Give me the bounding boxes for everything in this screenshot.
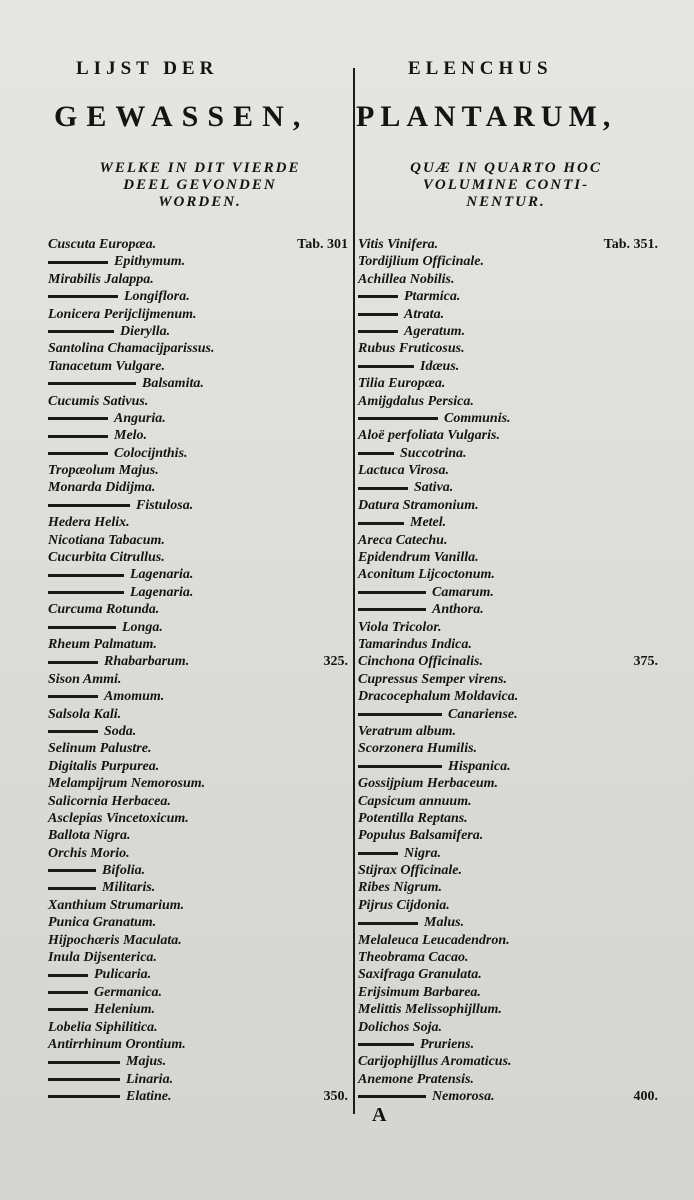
plant-entry bbox=[48, 949, 348, 966]
ditto-dash bbox=[358, 295, 398, 298]
plant-name: Militaris. bbox=[102, 880, 156, 896]
plant-name: Nicotiana Tabacum. bbox=[48, 532, 165, 548]
plant-name: Majus. bbox=[126, 1054, 167, 1070]
plant-entry bbox=[358, 688, 658, 705]
plant-entry bbox=[48, 827, 348, 844]
ditto-dash bbox=[48, 452, 108, 455]
plant-entry bbox=[48, 793, 348, 810]
plant-name: Balsamita. bbox=[142, 376, 204, 392]
plant-name: Tordijlium Officinale. bbox=[358, 254, 485, 270]
plant-name: Melaleuca Leucadendron. bbox=[358, 932, 510, 948]
ditto-dash bbox=[48, 574, 124, 577]
plant-entry bbox=[48, 479, 348, 496]
plant-name: Anthora. bbox=[432, 602, 484, 618]
right-plant-list bbox=[358, 236, 658, 1106]
plant-entry bbox=[48, 1053, 348, 1070]
plate-number: 325. bbox=[323, 654, 348, 670]
plant-name: Theobrama Cacao. bbox=[358, 950, 469, 966]
plant-entry bbox=[358, 740, 658, 757]
ditto-dash bbox=[48, 974, 88, 977]
ditto-dash bbox=[48, 261, 108, 264]
plant-name: Salicornia Herbacea. bbox=[48, 793, 171, 809]
plant-entry bbox=[48, 323, 348, 340]
ditto-dash bbox=[358, 417, 438, 420]
plant-name: Curcuma Rotunda. bbox=[48, 602, 160, 618]
plant-name: Hispanica. bbox=[448, 758, 511, 774]
ditto-dash bbox=[48, 295, 118, 298]
plant-entry bbox=[48, 932, 348, 949]
ditto-dash bbox=[48, 626, 116, 629]
plant-entry bbox=[48, 879, 348, 896]
plant-entry bbox=[48, 288, 348, 305]
plant-entry bbox=[358, 340, 658, 357]
plant-name: Digitalis Purpurea. bbox=[48, 758, 160, 774]
plant-name: Rhabarbarum. bbox=[104, 654, 190, 670]
plant-entry bbox=[48, 1071, 348, 1088]
plate-number: 350. bbox=[323, 1089, 348, 1105]
left-plant-list bbox=[48, 236, 348, 1106]
plant-entry bbox=[48, 862, 348, 879]
plant-name: Dracocephalum Moldavica. bbox=[358, 689, 519, 705]
plant-name: Malus. bbox=[424, 915, 465, 931]
ditto-dash bbox=[48, 695, 98, 698]
right-title: PLANTARUM, bbox=[356, 100, 617, 133]
plant-entry bbox=[358, 1053, 658, 1070]
ditto-dash bbox=[358, 852, 398, 855]
plant-entry bbox=[358, 601, 658, 618]
plate-number: Tab. 301 bbox=[297, 237, 348, 252]
plant-entry bbox=[358, 914, 658, 931]
plant-name: Ptarmica. bbox=[404, 289, 461, 305]
plant-name: Colocijnthis. bbox=[114, 445, 188, 461]
plant-entry bbox=[48, 897, 348, 914]
ditto-dash bbox=[48, 1078, 120, 1081]
ditto-dash bbox=[48, 991, 88, 994]
ditto-dash bbox=[358, 522, 404, 525]
plant-name: Lactuca Virosa. bbox=[358, 463, 450, 479]
plant-entry bbox=[48, 775, 348, 792]
right-small-heading: ELENCHUS bbox=[408, 58, 553, 79]
ditto-dash bbox=[358, 487, 408, 490]
plant-name: Amijgdalus Persica. bbox=[358, 393, 474, 409]
plant-entry bbox=[48, 671, 348, 688]
ditto-dash bbox=[358, 922, 418, 925]
plant-name: Camarum. bbox=[432, 584, 494, 600]
plant-entry bbox=[48, 410, 348, 427]
plant-name: Amomum. bbox=[104, 689, 165, 705]
left-small-heading: LIJST DER bbox=[76, 58, 219, 79]
plant-name: Melampijrum Nemorosum. bbox=[48, 776, 206, 792]
plant-name: Cucumis Sativus. bbox=[48, 393, 149, 409]
plant-name: Epithymum. bbox=[114, 254, 186, 270]
plant-name: Punica Granatum. bbox=[48, 915, 157, 931]
plant-name: Selinum Palustre. bbox=[48, 741, 152, 757]
ditto-dash bbox=[48, 330, 114, 333]
plant-name: Salsola Kali. bbox=[48, 706, 122, 722]
plant-entry bbox=[48, 462, 348, 479]
plant-name: Pulicaria. bbox=[94, 967, 152, 983]
plant-entry bbox=[358, 566, 658, 583]
plant-name: Scorzonera Humilis. bbox=[358, 741, 478, 757]
plant-name: Lobelia Siphilitica. bbox=[48, 1019, 158, 1035]
plant-entry bbox=[48, 653, 348, 670]
ditto-dash bbox=[358, 452, 394, 455]
plant-name: Cucurbita Citrullus. bbox=[48, 550, 165, 566]
plant-entry bbox=[358, 497, 658, 514]
plant-name: Cinchona Officinalis. bbox=[358, 654, 483, 670]
plant-entry bbox=[358, 271, 658, 288]
plant-name: Anguria. bbox=[114, 410, 166, 426]
plant-name: Vitis Vinifera. bbox=[358, 237, 439, 252]
plant-entry bbox=[358, 723, 658, 740]
plant-entry bbox=[48, 358, 348, 375]
plant-name: Linaria. bbox=[126, 1071, 174, 1087]
plant-entry bbox=[48, 532, 348, 549]
left-subtitle bbox=[52, 160, 348, 211]
plant-entry bbox=[48, 549, 348, 566]
plant-name: Stijrax Officinale. bbox=[358, 863, 462, 879]
plant-name: Carijophijllus Aromaticus. bbox=[358, 1054, 512, 1070]
plant-entry bbox=[358, 845, 658, 862]
plant-entry bbox=[48, 236, 348, 253]
column-divider bbox=[353, 68, 355, 1114]
plant-name: Succotrina. bbox=[400, 445, 467, 461]
plant-name: Ageratum. bbox=[404, 323, 466, 339]
plant-name: Metel. bbox=[410, 515, 447, 531]
plant-name: Elatine. bbox=[126, 1089, 172, 1105]
plant-name: Atrata. bbox=[404, 306, 445, 322]
plant-entry bbox=[358, 375, 658, 392]
plant-entry bbox=[358, 549, 658, 566]
plant-name: Anemone Pratensis. bbox=[358, 1071, 474, 1087]
plant-entry bbox=[48, 688, 348, 705]
plant-name: Canariense. bbox=[448, 706, 518, 722]
plant-name: Pruriens. bbox=[420, 1036, 475, 1052]
plant-entry bbox=[358, 1036, 658, 1053]
plant-entry bbox=[48, 306, 348, 323]
plant-entry bbox=[48, 810, 348, 827]
plant-entry bbox=[358, 862, 658, 879]
plant-name: Antirrhinum Orontium. bbox=[48, 1036, 186, 1052]
plant-name: Nigra. bbox=[404, 845, 441, 861]
ditto-dash bbox=[358, 1043, 414, 1046]
plant-name: Longa. bbox=[122, 619, 163, 635]
plate-number: 400. bbox=[633, 1089, 658, 1105]
plant-entry bbox=[358, 984, 658, 1001]
plant-entry bbox=[48, 966, 348, 983]
plant-name: Melittis Melissophijllum. bbox=[358, 1002, 502, 1018]
plant-name: Tilia Europæa. bbox=[358, 376, 446, 392]
signature-mark: A bbox=[372, 1104, 387, 1126]
plant-name: Epidendrum Vanilla. bbox=[358, 550, 479, 566]
plant-entry bbox=[358, 323, 658, 340]
plant-entry bbox=[358, 810, 658, 827]
plant-name: Hedera Helix. bbox=[48, 515, 130, 531]
plant-entry bbox=[48, 375, 348, 392]
right-subtitle-line: NENTUR. bbox=[466, 194, 546, 210]
plant-entry bbox=[358, 462, 658, 479]
ditto-dash bbox=[358, 330, 398, 333]
plant-name: Tropæolum Majus. bbox=[48, 463, 159, 479]
plant-entry bbox=[48, 984, 348, 1001]
plant-name: Saxifraga Granulata. bbox=[358, 967, 482, 983]
plant-entry bbox=[358, 1088, 658, 1105]
plant-entry bbox=[48, 740, 348, 757]
plant-name: Areca Catechu. bbox=[358, 532, 448, 548]
plant-name: Aloë perfoliata Vulgaris. bbox=[358, 428, 500, 444]
ditto-dash bbox=[48, 417, 108, 420]
plant-entry bbox=[48, 566, 348, 583]
plant-entry bbox=[358, 1071, 658, 1088]
plant-name: Datura Stramonium. bbox=[358, 497, 479, 513]
plant-entry bbox=[358, 427, 658, 444]
ditto-dash bbox=[48, 887, 96, 890]
plant-entry bbox=[358, 584, 658, 601]
plant-name: Inula Dijsenterica. bbox=[48, 950, 157, 966]
ditto-dash bbox=[358, 313, 398, 316]
ditto-dash bbox=[48, 382, 136, 385]
plant-name: Orchis Morio. bbox=[48, 845, 130, 861]
ditto-dash bbox=[48, 591, 124, 594]
plant-entry bbox=[48, 1036, 348, 1053]
plant-entry bbox=[48, 393, 348, 410]
plant-name: Tamarindus Indica. bbox=[358, 636, 472, 652]
plant-entry bbox=[48, 340, 348, 357]
plant-name: Lonicera Perijclijmenum. bbox=[48, 306, 197, 322]
plant-entry bbox=[358, 619, 658, 636]
plant-name: Capsicum annuum. bbox=[358, 793, 472, 809]
plant-name: Ballota Nigra. bbox=[48, 828, 131, 844]
plant-entry bbox=[48, 1019, 348, 1036]
plant-entry bbox=[48, 758, 348, 775]
plant-name: Achillea Nobilis. bbox=[358, 271, 455, 287]
plate-number: Tab. 351. bbox=[603, 237, 658, 252]
plate-number: 375. bbox=[633, 654, 658, 670]
right-subtitle-line: VOLUMINE CONTI- bbox=[422, 177, 590, 193]
plant-entry bbox=[48, 271, 348, 288]
plant-name: Bifolia. bbox=[102, 863, 146, 879]
plant-name: Tanacetum Vulgare. bbox=[48, 358, 165, 374]
plant-entry bbox=[48, 723, 348, 740]
left-title: GEWASSEN, bbox=[54, 100, 310, 133]
plant-name: Viola Tricolor. bbox=[358, 619, 442, 635]
plant-entry bbox=[48, 845, 348, 862]
plant-name: Longiflora. bbox=[124, 289, 190, 305]
plant-entry bbox=[358, 1001, 658, 1018]
plant-name: Rheum Palmatum. bbox=[48, 636, 157, 652]
plant-entry bbox=[48, 601, 348, 618]
ditto-dash bbox=[48, 661, 98, 664]
plant-name: Gossijpium Herbaceum. bbox=[358, 776, 499, 792]
plant-entry bbox=[358, 949, 658, 966]
ditto-dash bbox=[358, 713, 442, 716]
plant-name: Monarda Didijma. bbox=[48, 480, 156, 496]
plant-entry bbox=[358, 532, 658, 549]
plant-entry bbox=[358, 1019, 658, 1036]
plant-name: Pijrus Cijdonia. bbox=[358, 897, 450, 913]
plant-name: Hijpochæris Maculata. bbox=[48, 932, 182, 948]
plant-entry bbox=[358, 236, 658, 253]
plant-entry bbox=[358, 306, 658, 323]
ditto-dash bbox=[358, 608, 426, 611]
plant-entry bbox=[358, 288, 658, 305]
plant-name: Asclepias Vincetoxicum. bbox=[48, 810, 189, 826]
plant-name: Ribes Nigrum. bbox=[358, 880, 443, 896]
plant-name: Nemorosa. bbox=[432, 1089, 495, 1105]
plant-name: Helenium. bbox=[94, 1002, 156, 1018]
plant-entry bbox=[48, 584, 348, 601]
plant-name: Lagenaria. bbox=[130, 567, 194, 583]
plant-entry bbox=[358, 932, 658, 949]
plant-name: Veratrum album. bbox=[358, 723, 457, 739]
plant-entry bbox=[358, 636, 658, 653]
plant-name: Dolichos Soja. bbox=[358, 1019, 443, 1035]
plant-entry bbox=[358, 775, 658, 792]
plant-entry bbox=[48, 706, 348, 723]
plant-entry bbox=[48, 514, 348, 531]
plant-entry bbox=[48, 1001, 348, 1018]
left-subtitle-line: WELKE IN DIT VIERDE bbox=[99, 160, 301, 176]
plant-entry bbox=[358, 445, 658, 462]
plant-entry bbox=[358, 966, 658, 983]
plant-entry bbox=[358, 358, 658, 375]
plant-name: Idæus. bbox=[420, 358, 460, 374]
plant-entry bbox=[48, 914, 348, 931]
plant-entry bbox=[358, 879, 658, 896]
plant-entry bbox=[358, 514, 658, 531]
plant-entry bbox=[358, 671, 658, 688]
plant-name: Melo. bbox=[114, 428, 148, 444]
plant-entry bbox=[48, 1088, 348, 1105]
plant-name: Dierylla. bbox=[120, 323, 171, 339]
plant-name: Sativa. bbox=[414, 480, 454, 496]
plant-entry bbox=[358, 653, 658, 670]
plant-name: Cupressus Semper virens. bbox=[358, 671, 507, 687]
right-subtitle bbox=[366, 160, 646, 211]
plant-entry bbox=[358, 479, 658, 496]
ditto-dash bbox=[48, 730, 98, 733]
plant-entry bbox=[358, 393, 658, 410]
plant-entry bbox=[358, 758, 658, 775]
plant-name: Santolina Chamacijparissus. bbox=[48, 341, 215, 357]
plant-entry bbox=[48, 253, 348, 270]
plant-name: Rubus Fruticosus. bbox=[358, 341, 465, 357]
left-subtitle-line: DEEL GEVONDEN bbox=[123, 177, 277, 193]
plant-entry bbox=[358, 706, 658, 723]
ditto-dash bbox=[48, 1008, 88, 1011]
plant-name: Sison Ammi. bbox=[48, 671, 122, 687]
ditto-dash bbox=[358, 765, 442, 768]
ditto-dash bbox=[48, 869, 96, 872]
ditto-dash bbox=[48, 504, 130, 507]
plant-entry bbox=[358, 793, 658, 810]
plant-name: Germanica. bbox=[94, 984, 163, 1000]
plant-name: Communis. bbox=[444, 410, 511, 426]
plant-name: Mirabilis Jalappa. bbox=[48, 271, 154, 287]
plant-entry bbox=[358, 253, 658, 270]
plant-name: Soda. bbox=[104, 723, 137, 739]
plant-name: Xanthium Strumarium. bbox=[48, 897, 185, 913]
ditto-dash bbox=[48, 1061, 120, 1064]
plant-entry bbox=[358, 827, 658, 844]
plant-name: Populus Balsamifera. bbox=[358, 828, 484, 844]
plant-entry bbox=[358, 410, 658, 427]
ditto-dash bbox=[48, 435, 108, 438]
plant-entry bbox=[48, 427, 348, 444]
plant-name: Aconitum Lijcoctonum. bbox=[358, 567, 495, 583]
ditto-dash bbox=[358, 591, 426, 594]
plant-name: Erijsimum Barbarea. bbox=[358, 984, 481, 1000]
plant-entry bbox=[358, 897, 658, 914]
ditto-dash bbox=[358, 1095, 426, 1098]
plant-entry bbox=[48, 445, 348, 462]
ditto-dash bbox=[48, 1095, 120, 1098]
ditto-dash bbox=[358, 365, 414, 368]
plant-name: Lagenaria. bbox=[130, 584, 194, 600]
plant-name: Cuscuta Europæa. bbox=[48, 237, 157, 252]
left-subtitle-line: WORDEN. bbox=[158, 194, 242, 210]
plant-entry bbox=[48, 619, 348, 636]
plant-name: Fistulosa. bbox=[136, 497, 194, 513]
plant-entry bbox=[48, 636, 348, 653]
plant-name: Potentilla Reptans. bbox=[358, 810, 468, 826]
plant-entry bbox=[48, 497, 348, 514]
right-subtitle-line: QUÆ IN QUARTO HOC bbox=[410, 160, 602, 176]
